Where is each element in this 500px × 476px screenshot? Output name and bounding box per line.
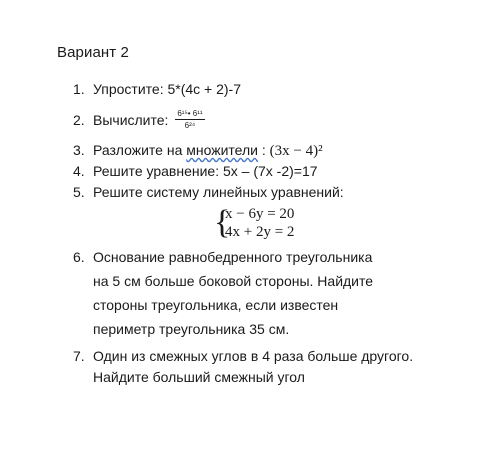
- task-3: [73, 141, 323, 160]
- task-text: [93, 141, 323, 160]
- variant-title: Вариант 2: [57, 44, 129, 61]
- spellcheck-underlined-word: множители: [186, 142, 258, 158]
- fraction: [175, 109, 204, 130]
- task-text: Решите систему линейных уравнений:: [93, 184, 344, 200]
- task-number: 4.: [73, 163, 85, 179]
- task-number: 1.: [73, 81, 85, 97]
- task-7: [73, 347, 413, 365]
- task-text: Упростите: 5*(4с + 2)-7: [93, 81, 242, 97]
- task-text-line: Основание равнобедренного треугольника: [93, 249, 373, 265]
- task-text: Решите уравнение: 5х – (7х -2)=17: [93, 163, 318, 179]
- task-number: 7.: [73, 348, 85, 364]
- task-number: 5.: [73, 184, 85, 200]
- equation-1: x − 6y = 20: [225, 206, 295, 222]
- task-1: [73, 80, 241, 98]
- equation-2: 4x + 2y = 2: [225, 224, 295, 240]
- fraction-denominator: 6²⁴: [184, 121, 196, 130]
- task-5: [73, 183, 344, 201]
- task-text-line: Один из смежных углов в 4 раза больше другого.: [93, 348, 414, 364]
- fraction-numerator: 6¹⁵• 6¹¹: [177, 109, 203, 118]
- math-expression: (3x − 4)²: [269, 143, 323, 159]
- task-6-line-3: стороны треугольника, если известен: [93, 297, 339, 313]
- equation-system: [214, 204, 295, 241]
- task-number: 3.: [73, 142, 85, 158]
- task-2: [73, 111, 205, 132]
- brace-icon: {: [214, 204, 231, 241]
- task-text-suffix: :: [258, 142, 270, 158]
- task-4: [73, 162, 318, 180]
- task-number: 6.: [73, 249, 85, 265]
- task-6-line-4: периметр треугольника 35 см.: [93, 321, 290, 337]
- task-number: 2.: [73, 112, 85, 129]
- task-text-prefix: Разложите на: [93, 142, 187, 158]
- task-text: Вычислите:: [93, 112, 169, 129]
- task-6: [73, 248, 372, 266]
- task-7-line-2: Найдите больший смежный угол: [93, 369, 305, 385]
- task-6-line-2: на 5 см больше боковой стороны. Найдите: [93, 273, 374, 289]
